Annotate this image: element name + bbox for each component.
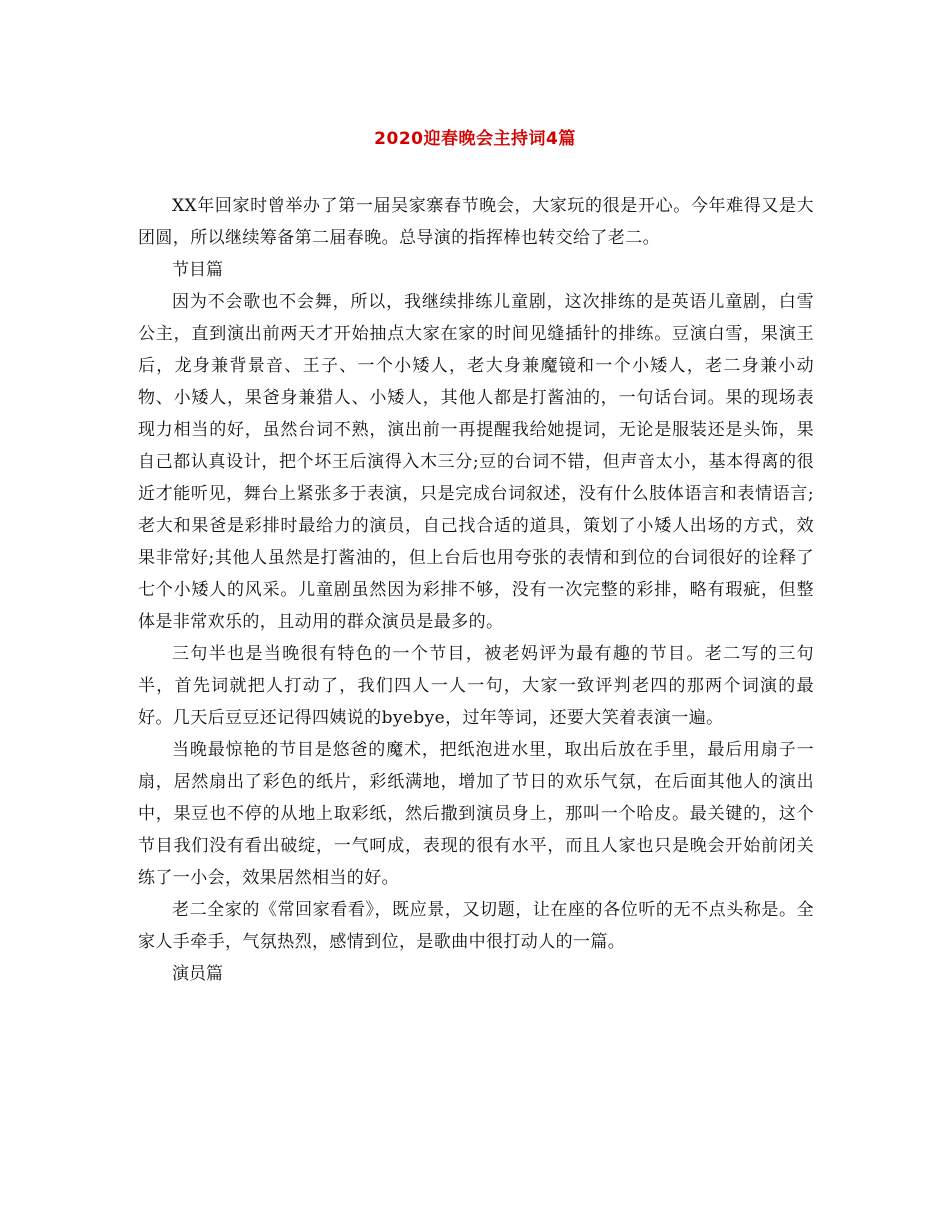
paragraph-magic-show: 当晚最惊艳的节目是悠爸的魔术，把纸泡进水里，取出后放在手里，最后用扇子一扇，居然扇出了彩色的纸片，彩纸满地，增加了节日的欢乐气氛，在后面其他人的演出中，果豆也不停的从地上取彩纸，然后撒到演员身上，那叫一个哈皮。最关键的，这个节目我们没有看出破绽，一气呵成，表现的很有水平，而且人家也只是晚会开始前闭关练了一小会，效果居然相当的好。	[138, 740, 814, 888]
document-body	[138, 190, 814, 990]
section-heading-programs: 节目篇	[172, 260, 223, 280]
section-heading-performers: 演员篇	[172, 964, 223, 984]
document-title: 2020迎春晚会主持词4篇	[374, 129, 576, 149]
paragraph-sanjuban: 三句半也是当晚很有特色的一个节目，被老妈评为最有趣的节目。老二写的三句半，首先词就把人打动了，我们四人一人一句，大家一致评判老四的那两个词演的最好。几天后豆豆还记得四姨说的byebye，过年等词，还要大笑着表演一遍。	[138, 644, 814, 728]
paragraph-family-song: 老二全家的《常回家看看》，既应景，又切题，让在座的各位听的无不点头称是。全家人手牵手，气氛热烈，感情到位，是歌曲中很打动人的一篇。	[138, 900, 814, 952]
paragraph-childrens-play: 因为不会歌也不会舞，所以，我继续排练儿童剧，这次排练的是英语儿童剧，白雪公主，直到演出前两天才开始抽点大家在家的时间见缝插针的排练。豆演白雪，果演王后，龙身兼背景音、王子、一个小矮人，老大身兼魔镜和一个小矮人，老二身兼小动物、小矮人，果爸身兼猎人、小矮人，其他人都是打酱油的，一句话台词。果的现场表现力相当的好，虽然台词不熟，演出前一再提醒我给她提词，无论是服装还是头饰，果自己都认真设计，把个坏王后演得入木三分;豆的台词不错，但声音太小，基本得离的很近才能听见，舞台上紧张多于表演，只是完成台词叙述，没有什么肢体语言和表情语言;老大和果爸是彩排时最给力的演员，自己找合适的道具，策划了小矮人出场的方式，效果非常好;其他人虽然是打酱油的，但上台后也用夸张的表情和到位的台词很好的诠释了七个小矮人的风采。儿童剧虽然因为彩排不够，没有一次完整的彩排，略有瑕疵，但整体是非常欢乐的，且动用的群众演员是最多的。	[138, 292, 814, 632]
paragraph-intro: XX年回家时曾举办了第一届吴家寨春节晚会，大家玩的很是开心。今年难得又是大团圆，所以继续筹备第二届春晚。总导演的指挥棒也转交给了老二。	[138, 196, 814, 248]
